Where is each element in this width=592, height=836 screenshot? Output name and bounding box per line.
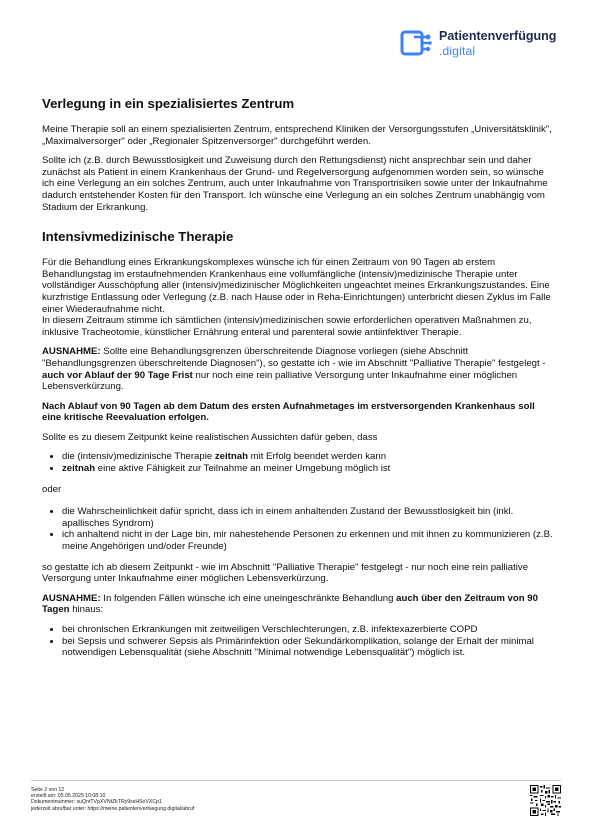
list-item: • die Wahrscheinlichkeit dafür spricht, dass ich in einem anhaltenden Zustand der Bewusstlosigkeit bin (inkl. apallisches Syndrom) [62,506,553,529]
list-text: mit Erfolg beendet werden kann [247,451,387,463]
exception-list [42,624,553,659]
document-number: Dokumentnummer: suQntTVpXVNtZkTRy9ssHSoVXCp1 [31,799,162,806]
emphasis-text: auch vor Ablauf der 90 Tage Frist [42,369,193,381]
retrieval-url: jederzeit abrufbar unter: https://meine.patientenverfuegung.digital/abruf [31,805,195,812]
condition-list [42,451,553,474]
ausnahme-label: AUSNAHME: [42,592,101,604]
list-item: • bei chronischen Erkrankungen mit zeitweiligen Verschlechterungen, z.B. infektexazerbierte COPD [62,624,553,636]
document-body [42,96,553,668]
emphasis-text: auch über den Zeitraum von 90 Tagen [42,592,538,616]
brand-logo [400,26,560,62]
condition-list [42,506,553,552]
brand-network-icon [400,28,432,58]
qr-code-icon [530,785,561,816]
footer [31,787,194,812]
paragraph: Sollte ich (z.B. durch Bewusstlosigkeit und Zuweisung durch den Rettungsdienst) nicht ansprechbar sein und daher zunächst als Patient in einem Krankenhaus der Grund- und Regelversorgung aufgenommen worden sein, so wünsche ich eine Verlegung an ein solches Zentrum, auch unter Inkaufnahme von Transportrisiken sowie unter der Inkaufnahme dadurch entstehender Kosten für den Transport. Ich wünsche eine Verlegung an ein solches Zentrum unabhängig vom Stadium der Erkrankung. [42,155,548,213]
list-item [62,463,553,475]
list-text: eine aktive Fähigkeit zur Teilnahme an meiner Umgebung möglich ist [95,463,391,475]
list-text: die (intensiv)medizinische Therapie [62,451,215,463]
ausnahme-paragraph [42,593,553,616]
reevaluation-paragraph [42,401,553,424]
section-heading-verlegung: Verlegung in ein spezialisiertes Zentrum [42,96,295,111]
paragraph: oder [42,483,62,495]
footer-divider [31,780,561,781]
ausnahme-label: AUSNAHME: [42,346,101,358]
paragraph [42,257,553,315]
section-heading-intensiv: Intensivmedizinische Therapie [42,229,234,245]
paragraph: so gestatte ich ab diesem Zeitpunkt - wie im Abschnitt "Palliative Therapie" festgelegt - nur noch eine rein palliative Versorgung unter Inkaufnahme einer möglichen Lebensverkürzung. [42,561,529,585]
emphasis-text: Nach Ablauf von 90 Tagen ab dem Datum des ersten Aufnahmetages im erstversorgenden Krankenhaus soll eine kritische Reevaluation erfolgen. [42,400,535,424]
emphasis-text: zeitnah [214,451,248,463]
paragraph-text: hinaus: [69,604,104,616]
list-item [62,451,553,463]
paragraph-text: Sollte eine Behandlungsgrenzen überschreitende Diagnose vorliegen (siehe Abschnitt "Behandlungsgrenzen überschreitende Diagnosen"), so gestatte ich - wie im Abschnitt "Palliative Therapie" festgelegt - [42,346,546,369]
created-date: erstellt am: 05.05.2025 10:08:10 [31,793,106,800]
paragraph-text: nur noch eine rein palliative Versorgung unter Inkaufnahme einer möglichen Lebensverkürzung. [42,369,518,393]
brand-suffix: .digital [439,44,476,58]
page-number: Seite 2 von 12 [31,787,65,793]
brand-name: Patientenverfügung [439,29,557,43]
paragraph: Meine Therapie soll an einem spezialisierten Zentrum, entsprechend Kliniken der Versorgungsstufen „Universitätsklinik", „Maximalversorger" oder „Regionaler Spitzenversorger" durchgeführt werden. [42,124,552,147]
paragraph-text: In folgenden Fällen wünsche ich eine uneingeschränkte Behandlung [100,592,397,604]
list-item: • ich anhaltend nicht in der Lage bin, mir nahestehende Personen zu erkennen und mit ihnen zu kommunizieren (z.B. meine Angehörigen und/oder Freunde) [62,529,553,552]
list-item: • bei Sepsis und schwerer Sepsis als Primärinfektion oder Sekundärkomplikation, solange der Erhalt der minimal notwendigen Lebensqualität (siehe Abschnitt "Minimal notwendige Lebensqualität") möglich ist. [62,636,553,659]
paragraph-text: In diesem Zeitraum stimme ich sämtlichen (intensiv)medizinischen sowie erforderlichen operativen Maßnahmen zu, inklusive Tracheotomie, künstlicher Ernährung enteral und parenteral sowie antiinfektiver Therapie. [42,315,532,338]
ausnahme-paragraph [42,346,553,392]
emphasis-text: zeitnah [62,463,96,475]
paragraph [42,315,553,338]
paragraph: Sollte es zu diesem Zeitpunkt keine realistischen Aussichten dafür geben, dass [42,431,378,443]
paragraph-text: Für die Behandlung eines Erkrankungskomplexes wünsche ich für einen Zeitraum von 90 Tagen ab erstem Behandlungstag im erstaufnehmenden Krankenhaus eine vollumfängliche (intensiv)medizinische Therapie unter vollständiger Ausschöpfung aller (intensiv)medizinischer Möglichkeiten ungeachtet meines Erkrankungszustandes. Eine kurzfristige Entlassung oder Verlegung (z.B. nach Hause oder in Reha-Einrichtungen) unterbricht diesen Zyklus im Falle einer Wiederaufnahme nicht. [42,257,551,315]
